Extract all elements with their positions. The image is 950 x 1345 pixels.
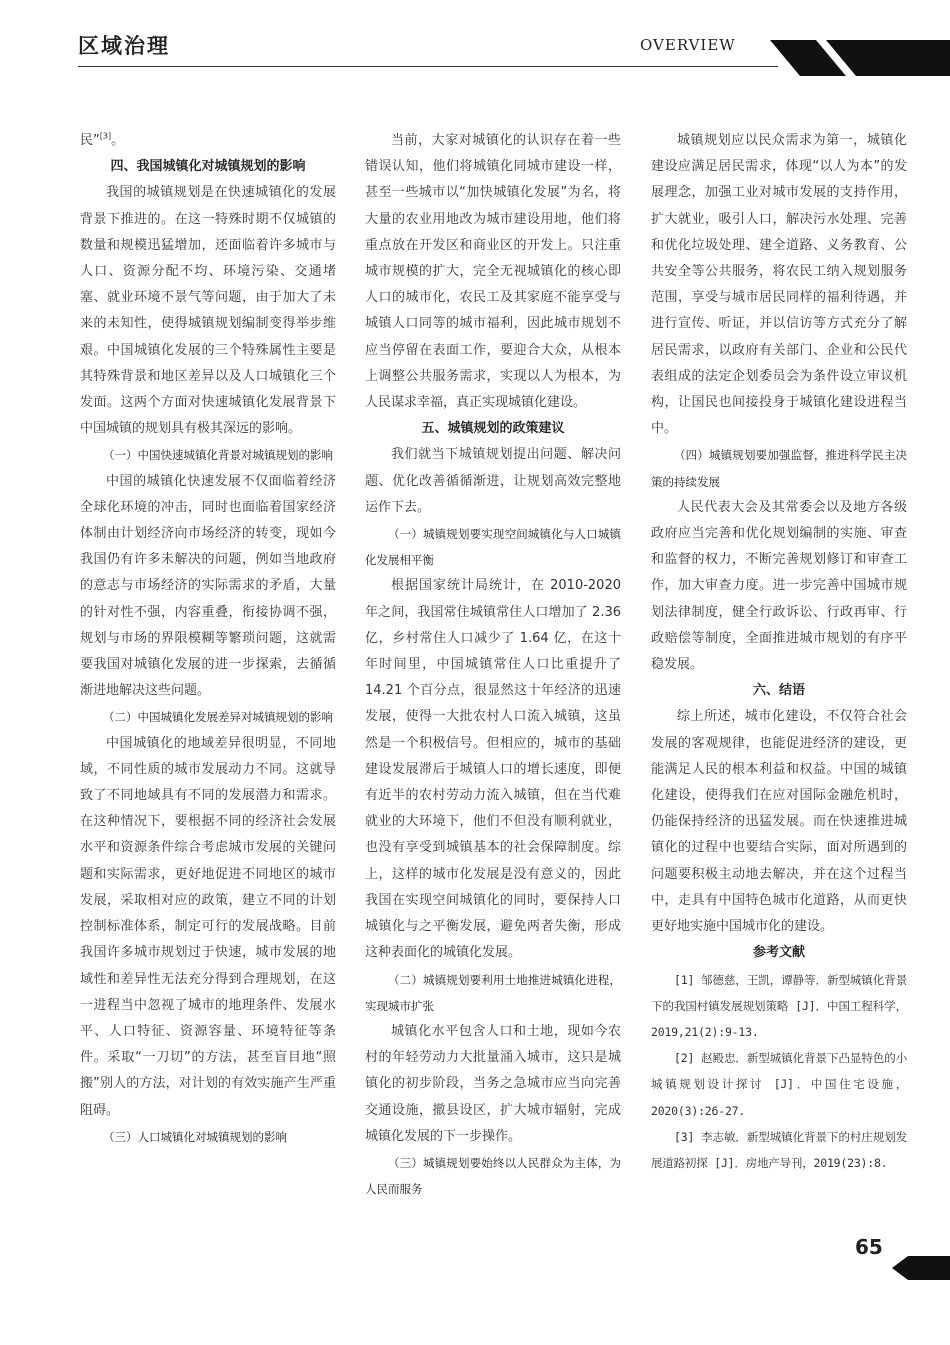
column-middle (365, 128, 621, 1202)
paragraph-continued: 民”[3]。 (80, 131, 125, 148)
reference-item: [1] 邹德慈，王凯，谭静等．新型城镇化背景下的我国村镇发展规划策略 [J]．中国工程科学，2019,21(2):9-13. (651, 972, 907, 1039)
subheading: （二）中国城镇化发展差异对城镇规划的影响 (103, 710, 333, 725)
heading-section-4: 四、我国城镇化对城镇规划的影响 (110, 159, 306, 175)
subheading: （一）中国快速城镇化背景对城镇规划的影响 (103, 448, 333, 463)
heading-section-6: 六、结语 (752, 683, 805, 699)
references-heading: 参考文献 (752, 945, 805, 961)
paragraph: 综上所述，城市化建设，不仅符合社会发展的客观规律，也能促进经济的建设，更能满足人民的根本利益和权益。中国的城镇化建设，使得我们在应对国际金融危机时，仍能保持经济的迅猛发展。而在快速推进城镇化的过程中也要结合实际，面对所遇到的问题要积极主动地去解决，并在这个过程当中，走具有中国特色城市化道路，从而更快更好地实施中国城市化的建设。 (651, 709, 907, 935)
paragraph: 根据国家统计局统计，在 2010-2020 年之间，我国常住城镇常住人口增加了 2.36 亿，乡村常住人口减少了 1.64 亿，在这十年时间里，中国城镇常住人口比重提升了 14.21 个百分点，很显然这十年经济的迅速发展，使得一大批农村人口流入城镇，这虽然是一个积极信号。但相应的，城市的基础建设发展滞后于城镇人口的增长速度，即便有近半的农村劳动力流入城镇，但在当代难就业的大环境下，他们不但没有顺利就业，也没有享受到城镇基本的社会保障制度。综上，这样的城市化发展是没有意义的，因此我国在实现空间城镇化的同时，要保持人口城镇化与之平衡发展，避免两者失衡，形成这种表面化的城镇化发展。 (365, 578, 621, 961)
subheading: （三）城镇规划要始终以人民群众为主体，为人民而服务 (365, 1155, 621, 1197)
paragraph: 人民代表大会及其常委会以及地方各级政府应当完善和优化规划编制的实施、审查和监督的权力，不断完善规划修订和审查工作，加大审查力度。进一步完善中国城市规划法律制度，健全行政诉讼、行政再审、行政赔偿等制度，全面推进城市规划的有序平稳发展。 (651, 499, 907, 673)
header-divider (78, 66, 778, 67)
header-stripe-icon (770, 40, 950, 80)
paragraph: 中国的城镇化快速发展不仅面临着经济全球化环境的冲击，同时也面临着国家经济体制由计划经济向市场经济的转变，现如今我国仍有许多未解决的问题，例如当地政府的意志与市场经济的实际需求的矛盾，大量的针对性不强，内容重叠，衔接协调不强，规划与市场的界限模糊等繁琐问题，这就需要我国对城镇化发展的进一步探索，去循循渐进地解决这些问题。 (80, 473, 336, 699)
heading-section-5: 五、城镇规划的政策建议 (421, 421, 565, 437)
paragraph: 城镇规划应以民众需求为第一，城镇化建设应满足居民需求，体现“以人为本”的发展理念，加强工业对城市发展的支持作用，扩大就业，吸引人口，解决污水处理、完善和优化垃圾处理、建全道路、义务教育、公共安全等公共服务，将农民工纳入规划服务范围，享受与城市居民同样的福利待遇，并进行宣传、听证，并以信访等方式充分了解居民需求，以政府有关部门、企业和公民代表组成的法定企划委员会为条件设立审议机构，让国民也间接投身于城镇化建设进程当中。 (651, 133, 907, 437)
paragraph: 城镇化水平包含人口和土地，现如今农村的年轻劳动力大批量涌入城市，这只是城镇化的初步阶段，当务之急城市应当向完善交通设施，撤县设区，扩大城市辐射，完成城镇化发展的下一步操作。 (365, 1023, 621, 1144)
subheading: （二）城镇规划要利用土地推进城镇化进程，实现城市扩张 (365, 972, 621, 1013)
reference-item: [2] 赵殿忠．新型城镇化背景下凸显特色的小城镇规划设计探讨 [J]．中国住宅设施，2020(3):26-27. (651, 1051, 907, 1118)
reference-item: [3] 李志敏．新型城镇化背景下的村庄规划发展道路初探 [J]．房地产导刊，2019(23):8. (651, 1129, 907, 1170)
paragraph: 当前，大家对城镇化的认识存在着一些错误认知，他们将城镇化同城市建设一样，甚至一些城市以“加快城镇化发展”为名，将大量的农业用地改为城市建设用地，他们将重点放在开发区和商业区的开发上。只注重城市规模的扩大，完全无视城镇化的核心即人口的城市化，农民工及其家庭不能享受与城镇人口同等的城市福利，因此城市规划不应当停留在表面工作，要迎合大众，从根本上调整公共服务需求，实现以人为根本，为人民谋求幸福，真正实现城镇化建设。 (365, 133, 621, 411)
subheading: （一）城镇规划要实现空间城镇化与人口城镇化发展相平衡 (365, 527, 621, 568)
page-tab-icon (892, 1256, 950, 1280)
citation-ref: [3] (99, 131, 112, 141)
paragraph: 我们就当下城镇规划提出问题、解决问题、优化改善循循渐进，让规划高效完整地运作下去。 (365, 447, 621, 515)
paragraph: 中国城镇化的地域差异很明显，不同地域，不同性质的城市发展动力不同。这就导致了不同地域具有不同的发展潜力和需求。在这种情况下，要根据不同的经济社会发展水平和资源条件综合考虑城市发展的关键问题和实际需求，更好地促进不同地区的城市发展，采取相对应的政策，建立不同的计划控制标准体系，制定可行的发展战略。目前我国许多城市规划过于快速，城市发展的地域性和差异性无法充分得到合理规划，在这一进程当中忽视了城市的地理条件、发展水平、人口特征、资源容量、环境特征等条件。采取“一刀切”的方法，甚至盲目地“照搬”别人的方法，对计划的有效实施产生严重阻碍。 (80, 735, 336, 1118)
page-number: 65 (855, 1235, 883, 1259)
subheading: （四）城镇规划要加强监督，推进科学民主决策的持续发展 (651, 448, 907, 489)
column-left (80, 128, 336, 1150)
subheading: （三）人口城镇化对城镇规划的影响 (103, 1129, 287, 1144)
paragraph: 我国的城镇规划是在快速城镇化的发展背景下推进的。在这一特殊时期不仅城镇的数量和规模迅猛增加，还面临着许多城市与人口、资源分配不均、环境污染、交通堵塞、就业环境不景气等问题，由于加大了未来的未知性，使得城镇规划编制变得举步维艰。中国城镇化发展的三个特殊属性主要是其特殊背景和地区差异以及人口城镇化三个发面。这两个方面对快速城镇化发展背景下中国城镇的规划具有极其深远的影响。 (80, 185, 336, 437)
section-title: 区域治理 (78, 34, 170, 58)
column-right (651, 128, 907, 1176)
overview-label: OVERVIEW (640, 36, 736, 54)
